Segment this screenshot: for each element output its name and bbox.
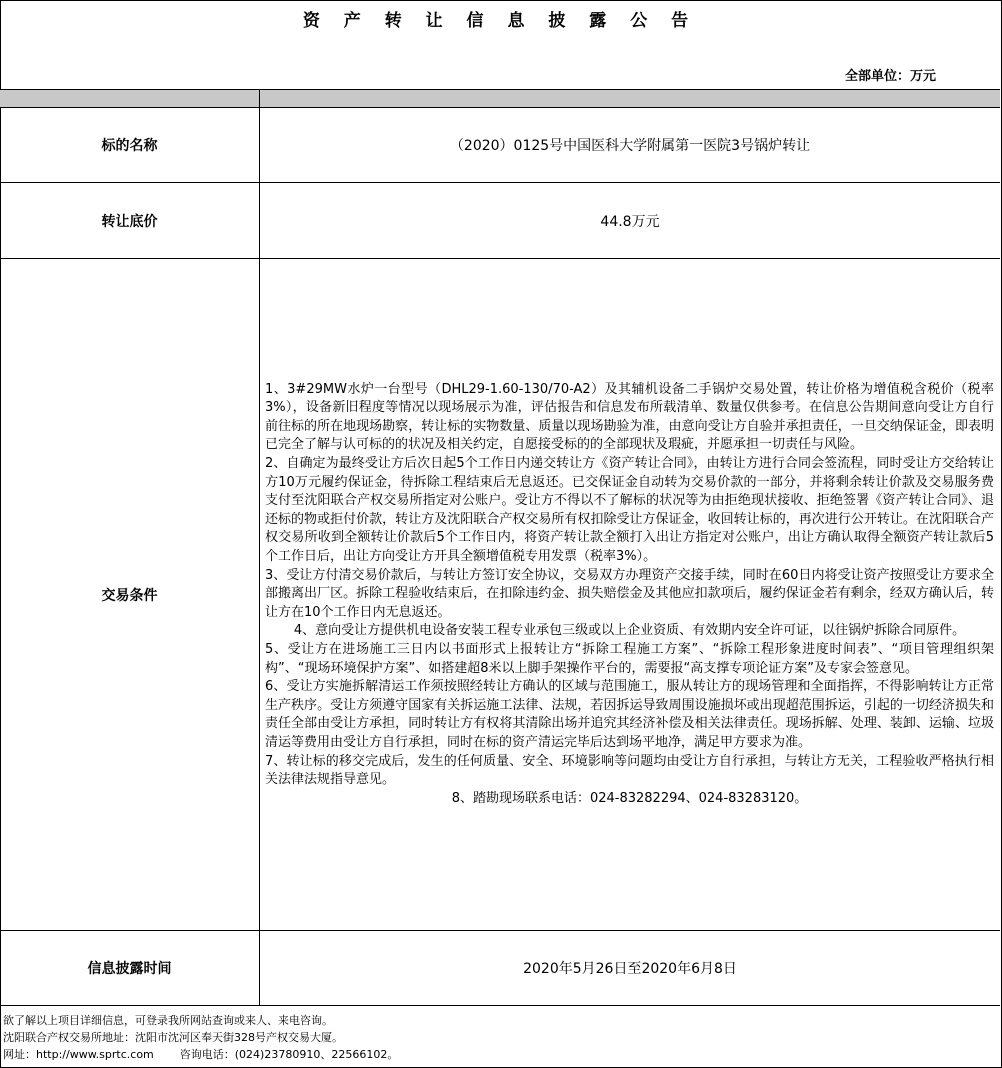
condition-item-8: 8、踏勘现场联系电话：024-83282294、024-83283120。 <box>451 790 808 806</box>
trade-conditions-label: 交易条件 <box>0 259 260 930</box>
row-trade-conditions <box>0 259 1000 931</box>
footer-address: 沈阳联合产权交易所地址：沈阳市沈河区奉天街328号产权交易大厦。 <box>3 1031 343 1044</box>
footer-contact-line <box>3 1046 398 1063</box>
condition-item-4: 4、意向受让方提供机电设备安装工程专业承包三级或以上企业资质、有效期内安全许可证，以往锅炉拆除合同原件。 <box>293 623 966 639</box>
condition-item-2: 2、自确定为最终受让方后次日起5个工作日内递交转让方《资产转让合同》，由转让方进行合同会签流程，同时受让方交给转让方10万元履约保证金，待拆除工程结束后无息返还。已交保证金自动转为交易价款的一部分，并将剩余转让价款及交易服务费支付至沈阳联合产权交易所指定对公账户。受让方不得以不了解标的状况等为由拒绝现状接收、拒绝签署《资产转让合同》、退还标的物或拒付价款，转让方及沈阳联合产权交易所有权扣除受让方保证金，收回转让标的，再次进行公开转让。在沈阳联合产权交易所收到全额转让价款后5个工作日内，将资产转让款全额打入出让方指定对公账户，出让方确认取得全额资产转让款后5个工作日后，出让方向受让方开具全额增值税专用发票（税率3%）。 <box>265 456 994 565</box>
disclosure-time-value: 2020年5月26日至2020年6月8日 <box>523 961 737 977</box>
asset-name-value: （2020）0125号中国医科大学附属第一医院3号锅炉转让 <box>449 138 811 154</box>
trade-conditions-text <box>260 259 1000 930</box>
table-header-row <box>0 89 1000 108</box>
disclosure-time-label: 信息披露时间 <box>0 931 260 1005</box>
unit-note: 全部单位：万元 <box>844 69 936 84</box>
condition-item-6: 6、受让方实施拆解清运工作须按照经转让方确认的区域与范围施工，服从转让方的现场管理和全面指挥，不得影响转让方正常生产秩序。受让方须遵守国家有关拆运施工法律、法规，若因拆运导致周围设施损坏或出现超范围拆运，引起的一切经济损失和责任全部由受让方承担，同时转让方有权将其清除出场并追究其经济补偿及相关法律责任。现场拆解、处理、装卸、运输、垃圾清运等费用由受让方自行承担，同时在标的资产清运完毕后达到场平地净，满足甲方要求为准。 <box>265 679 994 750</box>
footer-website[interactable]: 网址：http://www.sprtc.com <box>3 1048 154 1061</box>
info-table <box>0 89 1000 1006</box>
condition-item-5: 5、受让方在进场施工三日内以书面形式上报转让方“拆除工程施工方案”、“拆除工程形象进度时间表”、“项目管理组织架构”、“现场环境保护方案”、如搭建超8米以上脚手架操作平台的，需要报“高支撑专项论证方案”及专家会签意见。 <box>265 641 994 676</box>
footer-info <box>3 1012 398 1063</box>
asset-name-label: 标的名称 <box>0 108 260 182</box>
page-title: 资 产 转 让 信 息 披 露 公 告 <box>302 11 698 31</box>
reserve-price-value: 44.8万元 <box>600 213 660 230</box>
footer-phone: 咨询电话：(024)23780910、22566102。 <box>179 1048 399 1061</box>
row-disclosure-time <box>0 931 1000 1006</box>
condition-item-3: 3、受让方付清交易价款后，与转让方签订安全协议，交易双方办理资产交接手续，同时在60日内将受让资产按照受让方要求全部搬离出厂区。拆除工程验收结束后，在扣除违约金、损失赔偿金及其他应扣款项后，履约保证金若有剩余，经双方确认后，转让方在10个工作日内无息返还。 <box>265 567 994 620</box>
header-cell-left <box>0 90 260 107</box>
header-cell-right <box>260 90 1000 107</box>
row-reserve-price <box>0 183 1000 259</box>
footer-inquiry-note: 欲了解以上项目详细信息，可登录我所网站查询或来人、来电咨询。 <box>3 1014 333 1027</box>
row-asset-name <box>0 108 1000 183</box>
condition-item-1: 1、3#29MW水炉一台型号（DHL29-1.60-130/70-A2）及其辅机设备二手锅炉交易处置，转让价格为增值税含税价（税率3%），设备新旧程度等情况以现场展示为准，评估报告和信息发布所载清单、数量仅供参考。在信息公告期间意向受让方自行前往标的所在地现场勘察，转让标的实物数量、质量以现场勘验为准，由意向受让方自验并承担责任，一旦交纳保证金，即表明已完全了解与认可标的的状况及相关约定，自愿接受标的的全部现状及瑕疵，并愿承担一切责任与风险。 <box>265 381 994 453</box>
reserve-price-label: 转让底价 <box>0 183 260 258</box>
condition-item-7: 7、转让标的移交完成后，发生的任何质量、安全、环境影响等问题均由受让方自行承担，与转让方无关，工程验收严格执行相关法律法规指导意见。 <box>265 753 994 788</box>
